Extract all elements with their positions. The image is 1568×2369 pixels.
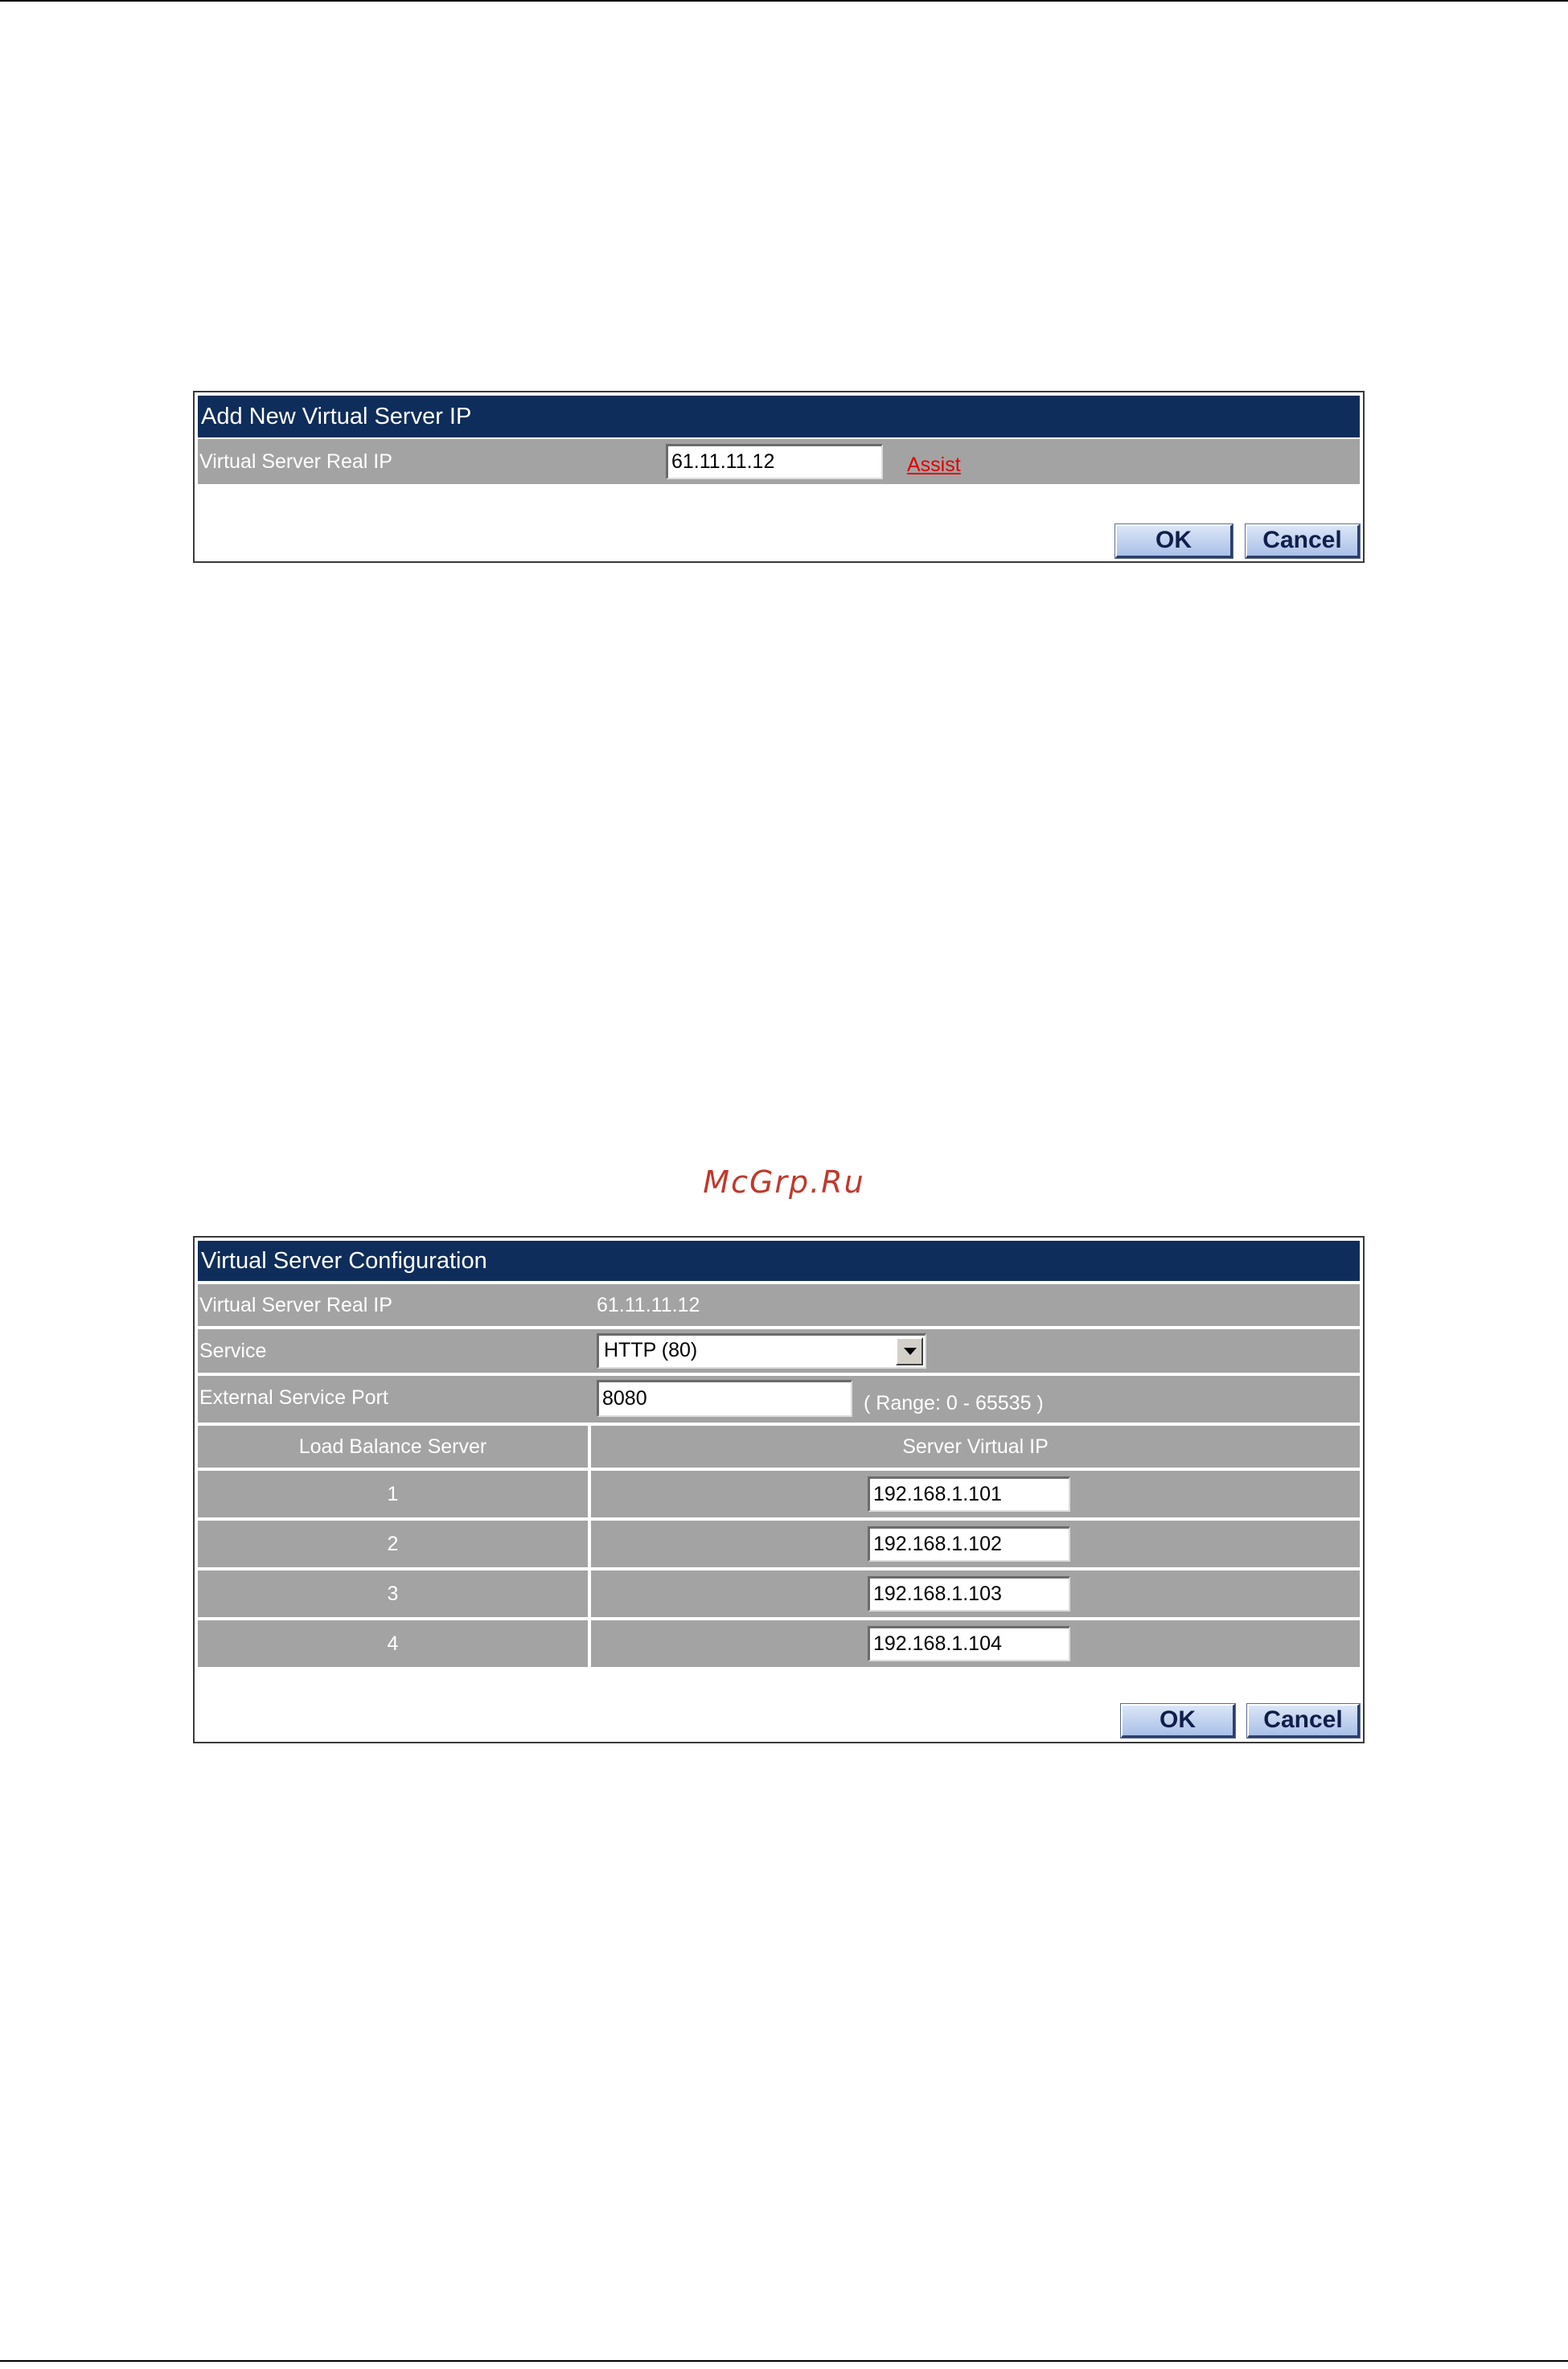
server-ip-cell — [591, 1471, 1360, 1517]
server-ip-input[interactable] — [868, 1526, 1070, 1562]
server-index: 2 — [198, 1521, 588, 1567]
server-ip-cell — [591, 1620, 1360, 1667]
assist-link[interactable]: Assist — [907, 454, 961, 476]
server-ip-input[interactable] — [868, 1476, 1070, 1512]
real-ip-input[interactable] — [666, 444, 883, 479]
watermark-text: McGrp.Ru — [703, 1164, 865, 1200]
chevron-down-icon[interactable] — [896, 1337, 923, 1365]
cancel-button[interactable]: Cancel — [1247, 1704, 1360, 1738]
server-index: 4 — [198, 1620, 588, 1667]
real-ip-value: 61.11.11.12 — [597, 1294, 700, 1316]
range-hint: ( Range: 0 - 65535 ) — [864, 1392, 1044, 1414]
col-header-virtual-ip: Server Virtual IP — [591, 1426, 1360, 1468]
server-ip-input[interactable] — [868, 1626, 1070, 1661]
cancel-button[interactable]: Cancel — [1246, 524, 1360, 558]
service-label: Service — [199, 1340, 267, 1362]
server-ip-cell — [591, 1570, 1360, 1617]
real-ip-label: Virtual Server Real IP — [199, 450, 392, 473]
real-ip-label: Virtual Server Real IP — [199, 1294, 392, 1316]
ext-port-label: External Service Port — [199, 1386, 388, 1409]
real-ip-row — [198, 1284, 1360, 1326]
ok-button[interactable]: OK — [1115, 524, 1233, 558]
server-ip-cell — [591, 1521, 1360, 1567]
server-index: 1 — [198, 1471, 588, 1517]
service-row — [198, 1329, 1360, 1373]
service-select[interactable] — [597, 1333, 926, 1369]
server-ip-input[interactable] — [868, 1576, 1070, 1611]
bottom-rule — [0, 2360, 1568, 2362]
col-header-server: Load Balance Server — [198, 1426, 588, 1468]
top-rule — [0, 0, 1568, 2]
ok-button[interactable]: OK — [1121, 1704, 1235, 1738]
service-selected-value: HTTP (80) — [604, 1339, 698, 1361]
server-index: 3 — [198, 1570, 588, 1617]
panel-title: Add New Virtual Server IP — [198, 396, 1360, 437]
real-ip-row — [198, 439, 1360, 484]
ext-port-input[interactable] — [597, 1380, 852, 1417]
ext-port-row — [198, 1376, 1360, 1423]
virtual-server-config-panel — [193, 1236, 1365, 1743]
add-virtual-server-panel — [193, 391, 1365, 563]
panel-title: Virtual Server Configuration — [198, 1241, 1360, 1281]
